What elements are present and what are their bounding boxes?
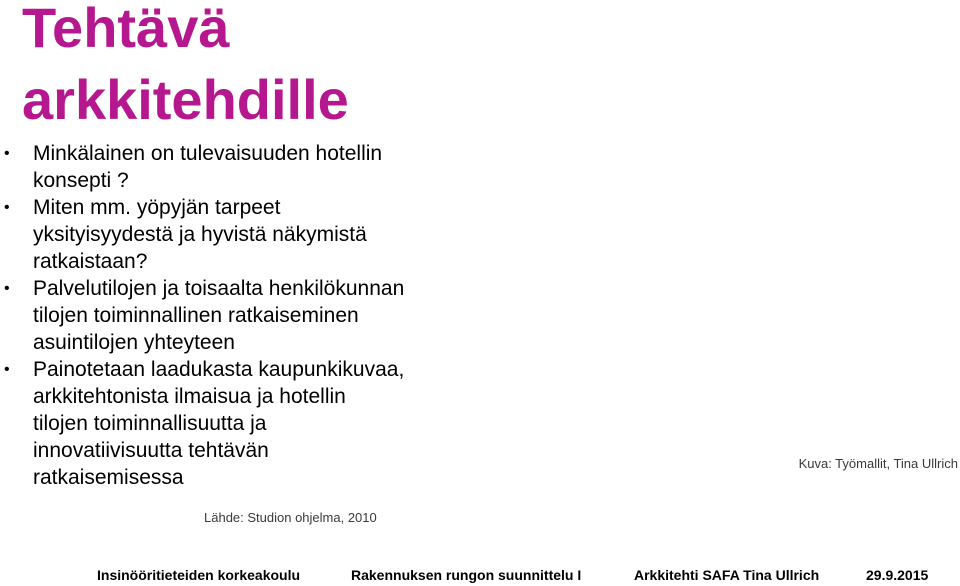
bullet-line: tilojen toiminnallinen ratkaiseminen [33,304,359,327]
footer-school: Insinööritieteiden korkeakoulu [97,567,301,583]
bullet-item [0,140,470,194]
bullet-marker: • [4,361,10,378]
bullet-line: Minkälainen on tulevaisuuden hotellin [33,142,383,165]
image-caption: Kuva: Työmallit, Tina Ullrich [798,456,958,471]
bullet-line: arkkitehtonista ilmaisua ja hotellin [33,385,346,408]
bullet-item [0,275,470,356]
bullet-line: konsepti ? [33,169,129,192]
bullet-line: ratkaisemisessa [33,466,184,489]
slide-title [22,0,349,136]
bullet-item [0,194,470,275]
bullet-marker: • [4,145,10,162]
title-line-2: arkkitehdille [22,68,349,131]
bullet-marker: • [4,199,10,216]
footer-course: Rakennuksen rungon suunnittelu I [351,567,582,583]
bullet-line: Miten mm. yöpyjän tarpeet [33,196,281,219]
bullet-line: Palvelutilojen ja toisaalta henkilökunnan [33,277,405,300]
bullet-item [0,356,470,491]
bullet-list [0,140,470,491]
source-note: Lähde: Studion ohjelma, 2010 [204,510,377,525]
title-line-1: Tehtävä [22,0,230,59]
bullet-line: yksityisyydestä ja hyvistä näkymistä [33,223,367,246]
bullet-line: ratkaistaan? [33,250,148,273]
slide-footer [0,566,960,584]
footer-author: Arkkitehti SAFA Tina Ullrich [634,567,820,583]
bullet-line: Painotetaan laadukasta kaupunkikuvaa, [33,358,405,381]
bullet-marker: • [4,280,10,297]
bullet-line: tilojen toiminnallisuutta ja [33,412,267,435]
bullet-line: asuintilojen yhteyteen [33,331,235,354]
bullet-line: innovatiivisuutta tehtävän [33,439,269,462]
footer-date: 29.9.2015 [866,567,929,583]
